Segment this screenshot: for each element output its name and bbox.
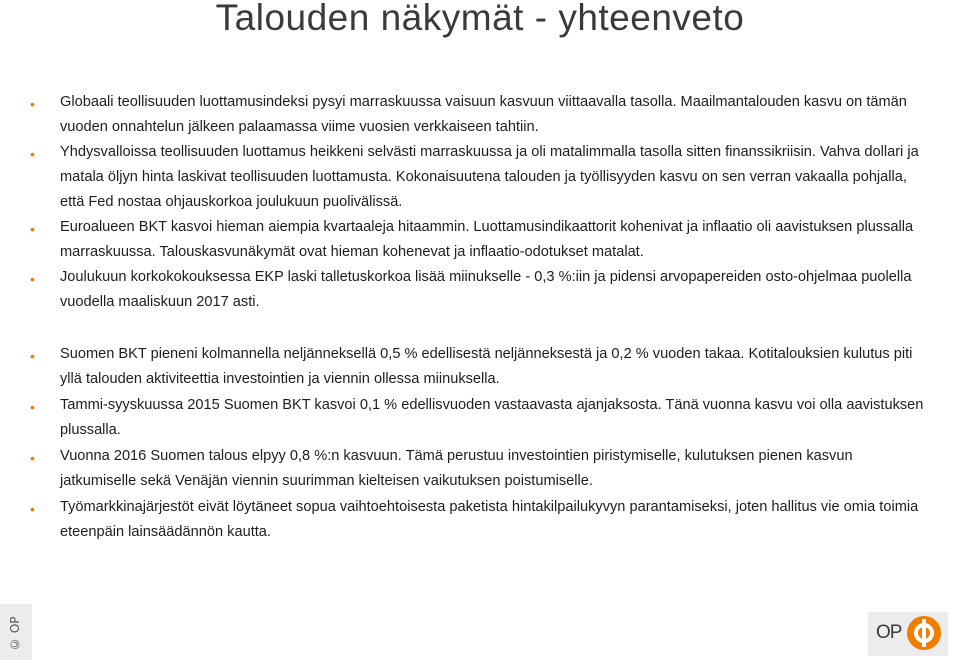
bullet-icon: • — [30, 96, 35, 112]
list-item — [28, 495, 928, 545]
summary-list-finland — [28, 342, 928, 546]
list-item — [28, 90, 928, 140]
list-item — [28, 444, 928, 494]
list-item-text: Yhdysvalloissa teollisuuden luottamus heikkeni selvästi marraskuussa ja oli matalimmalla tasolla sitten finanssikriisin. Vahva dollari ja matala öljyn hinta laskivat teollisuuden luottamusta. Kokonaisuutena talouden ja työllisyyden kasvu on sen verran vakaalla pohjalla, että Fed nostaa ohjauskorkoa joulukuun puolivälissä. — [60, 144, 919, 210]
bullet-icon: • — [30, 348, 35, 364]
bullet-icon: • — [30, 501, 35, 517]
list-item-text: Tammi-syyskuussa 2015 Suomen BKT kasvoi 0,1 % edellisvuoden vastaavasta ajanjaksosta. Tänä vuonna kasvu voi olla aavistuksen plussalla. — [60, 397, 924, 438]
summary-list-global — [28, 90, 928, 315]
list-item-text: Globaali teollisuuden luottamusindeksi pysyi marraskuussa vaisuun kasvuun viittaavalla tasolla. Maailmantalouden kasvu on tämän vuoden onnahtelun jälkeen palaamassa viime vuosien verkkaiseen tahtiin. — [60, 94, 907, 135]
list-item-text: Joulukuun korkokokouksessa EKP laski talletuskorkoa lisää miinukselle - 0,3 %:iin ja pidensi arvopapereiden osto-ohjelmaa puolella vuodella maaliskuun 2017 asti. — [60, 269, 912, 310]
list-item — [28, 342, 928, 392]
copyright-notice: © OP — [8, 616, 22, 652]
list-item — [28, 215, 928, 265]
bullet-icon: • — [30, 221, 35, 237]
bullet-icon: • — [30, 271, 35, 287]
list-item-text: Euroalueen BKT kasvoi hieman aiempia kvartaaleja hitaammin. Luottamusindikaattorit kohenivat ja inflaatio oli aavistuksen plussalla marraskuussa. Talouskasvunäkymät ovat hieman kohenevat ja inflaatio-odotukset matalat. — [60, 219, 914, 260]
bullet-icon: • — [30, 146, 35, 162]
list-item — [28, 393, 928, 443]
page-title: Talouden näkymät - yhteenveto — [215, 0, 745, 38]
logo-text: OP — [876, 622, 902, 643]
list-item — [28, 140, 928, 215]
list-item-text: Suomen BKT pieneni kolmannella neljänneksellä 0,5 % edellisestä neljänneksestä ja 0,2 % vuoden takaa. Kotitalouksien kulutus piti yllä talouden aktiviteettia investointien ja viennin ollessa miinuksella. — [60, 346, 913, 387]
list-item-text: Työmarkkinajärjestöt eivät löytäneet sopua vaihtoehtoisesta paketista hintakilpailukyvyn parantamiseksi, joten hallitus vie omia toimia eteenpäin lainsäädännön kautta. — [60, 499, 919, 540]
list-item-text: Vuonna 2016 Suomen talous elpyy 0,8 %:n kasvuun. Tämä perustuu investointien piristymiselle, kulutuksen pienen kasvun jatkumiselle sekä Venäjän viennin suurimman kielteisen vaikutuksen poistumiselle. — [60, 448, 853, 489]
bullet-icon: • — [30, 450, 35, 466]
bullet-icon: • — [30, 399, 35, 415]
list-item — [28, 265, 928, 315]
op-logo-icon — [904, 613, 944, 653]
